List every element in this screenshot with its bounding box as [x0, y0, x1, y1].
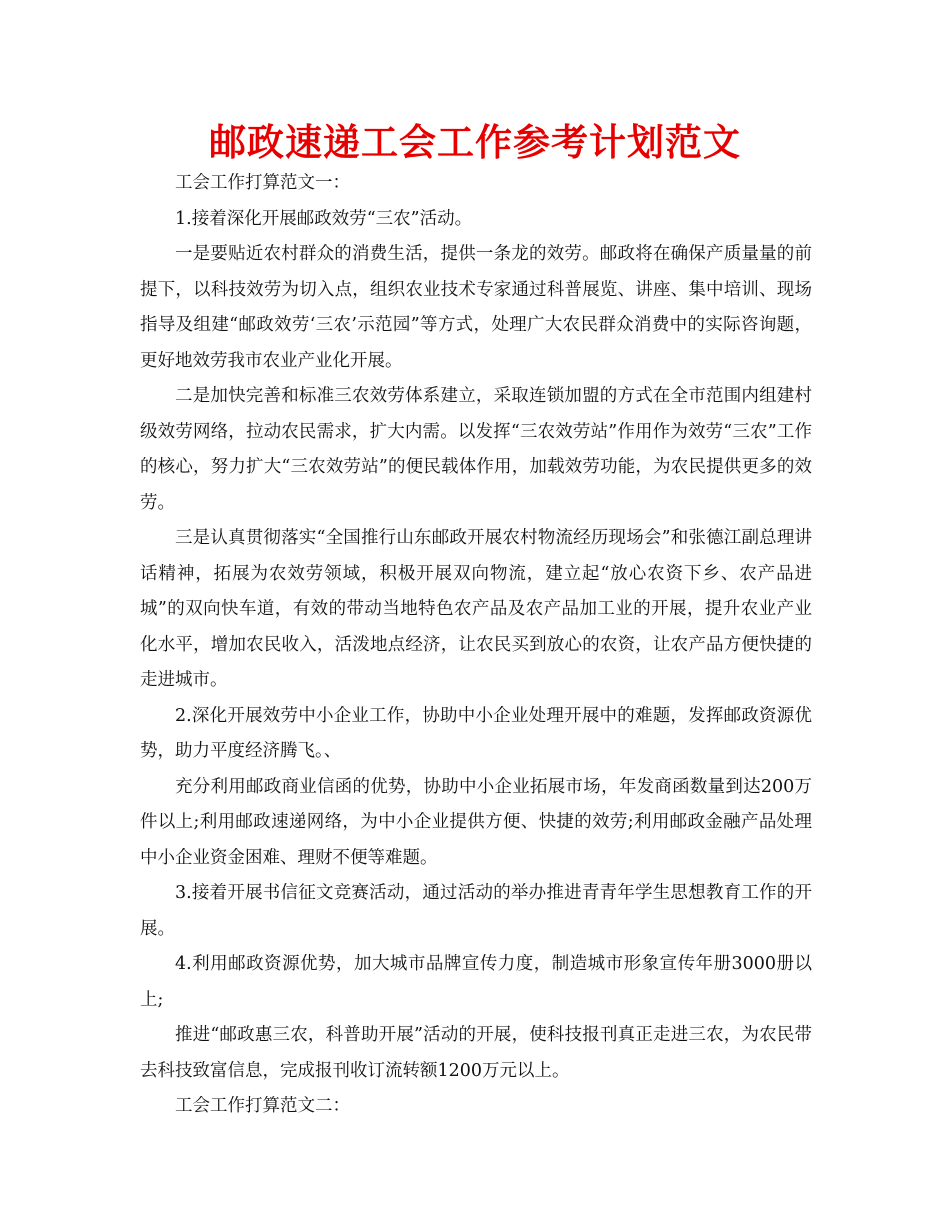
paragraph-item-2: 2.深化开展效劳中小企业工作，协助中小企业处理开展中的难题，发挥邮政资源优势，助力平度经济腾飞。、	[140, 705, 812, 761]
paragraph-item-4: 4.利用邮政资源优势，加大城市品牌宣传力度，制造城市形象宣传年册3000册以上;	[140, 954, 812, 1010]
paragraph-item-1: 1.接着深化开展邮政效劳“三农”活动。	[175, 208, 473, 229]
paragraph-item-3: 3.接着开展书信征文竞赛活动，通过活动的举办推进青青年学生思想教育工作的开展。	[140, 883, 812, 939]
document-title: 邮政速递工会工作参考计划范文	[209, 120, 741, 164]
paragraph: 一是要贴近农村群众的消费生活，提供一条龙的效劳。邮政将在确保产质量量的前提下，以科技效劳为切入点，组织农业技术专家通过科普展览、讲座、集中培训、现场指导及组建“邮政效劳‘三农’示范园”等方式，处理广大农民群众消费中的实际咨询题，更好地效劳我市农业产业化开展。	[140, 244, 812, 371]
paragraph: 推进“邮政惠三农，科普助开展”活动的开展，使科技报刊真正走进三农，为农民带去科技致富信息，完成报刊收订流转额1200万元以上。	[140, 1025, 812, 1081]
document-body	[140, 166, 812, 1125]
paragraph: 充分利用邮政商业信函的优势，协助中小企业拓展市场，年发商函数量到达200万件以上;利用邮政速递网络，为中小企业提供方便、快捷的效劳;利用邮政金融产品处理中小企业资金困难、理财不便等难题。	[140, 776, 812, 868]
paragraph: 二是加快完善和标准三农效劳体系建立，采取连锁加盟的方式在全市范围内组建村级效劳网络，拉动农民需求，扩大内需。以发挥“三农效劳站”作用作为效劳“三农”工作的核心，努力扩大“三农效劳站”的便民载体作用，加载效劳功能，为农民提供更多的效劳。	[140, 386, 812, 513]
paragraph-heading-1: 工会工作打算范文一：	[175, 173, 350, 193]
paragraph: 三是认真贯彻落实“全国推行山东邮政开展农村物流经历现场会”和张德江副总理讲话精神，拓展为农效劳领域，积极开展双向物流，建立起“放心农资下乡、农产品进城”的双向快车道，有效的带动当地特色农产品及农产品加工业的开展，提升农业产业化水平，增加农民收入，活泼地点经济，让农民买到放心的农资，让农产品方便快捷的走进城市。	[140, 528, 812, 690]
paragraph-heading-2: 工会工作打算范文二：	[175, 1096, 350, 1116]
